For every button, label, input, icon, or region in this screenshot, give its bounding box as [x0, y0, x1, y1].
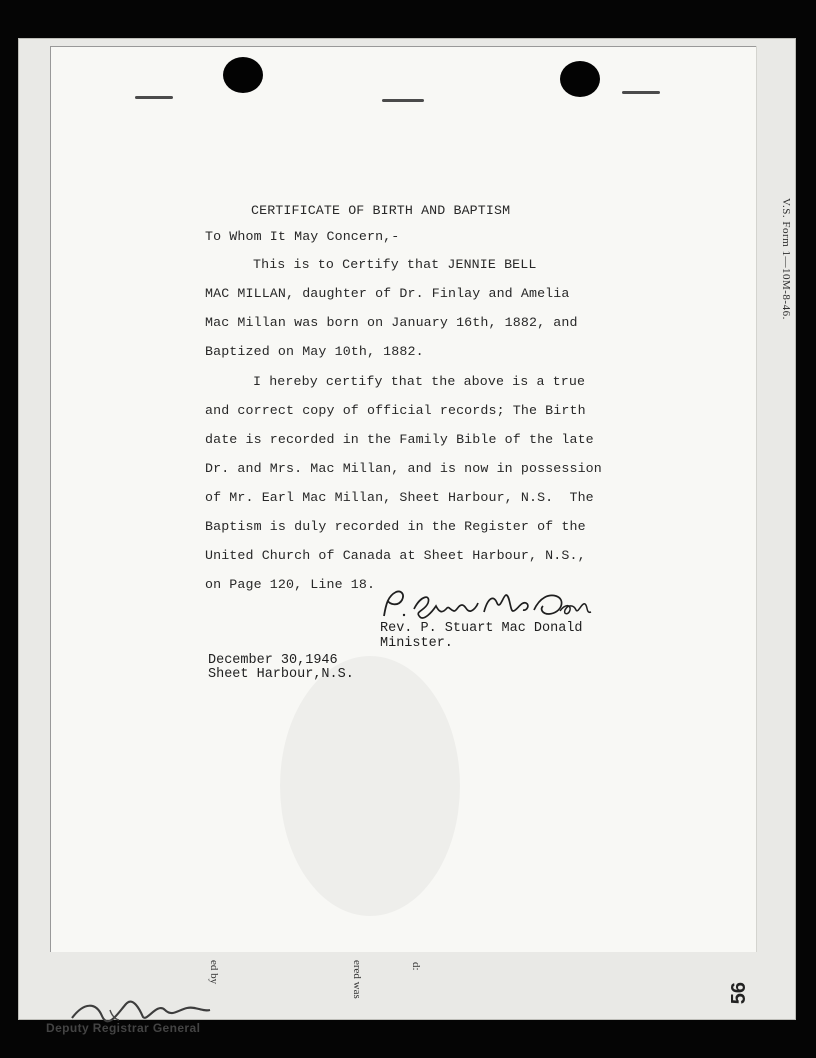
left-staple-mark	[135, 96, 173, 99]
form-fragment-3: d:	[410, 962, 422, 971]
paragraph-1-line-2: MAC MILLAN, daughter of Dr. Finlay and Amelia	[205, 286, 570, 301]
paragraph-2-line-7: United Church of Canada at Sheet Harbour, N.S.,	[205, 548, 586, 563]
paragraph-2-line-2: and correct copy of official records; The Birth	[205, 403, 586, 418]
form-fragment-1: ed by	[208, 960, 220, 985]
paragraph-2-line-4: Dr. and Mrs. Mac Millan, and is now in possession	[205, 461, 602, 476]
paragraph-2-line-5: of Mr. Earl Mac Millan, Sheet Harbour, N.S. The	[205, 490, 594, 505]
paragraph-1-line-3: Mac Millan was born on January 16th, 1882, and	[205, 315, 578, 330]
certificate-sheet	[50, 46, 757, 952]
minister-title: Minister.	[380, 636, 453, 651]
paragraph-2-line-8: on Page 120, Line 18.	[205, 577, 376, 592]
paragraph-2-line-3: date is recorded in the Family Bible of the late	[205, 432, 594, 447]
paragraph-2-line-1: I hereby certify that the above is a true	[253, 374, 586, 389]
paragraph-1-line-4: Baptized on May 10th, 1882.	[205, 344, 424, 359]
salutation: To Whom It May Concern,-	[205, 229, 400, 244]
certificate-place: Sheet Harbour,N.S.	[208, 667, 354, 682]
certificate-title: CERTIFICATE OF BIRTH AND BAPTISM	[251, 203, 511, 218]
paragraph-1-line-1: This is to Certify that JENNIE BELL	[253, 257, 537, 272]
paragraph-2-line-6: Baptism is duly recorded in the Register of the	[205, 519, 586, 534]
form-fragment-2: ered was	[351, 960, 363, 999]
minister-name: Rev. P. Stuart Mac Donald	[380, 621, 583, 636]
right-punch-hole	[560, 61, 600, 97]
left-punch-hole	[223, 57, 263, 93]
page-number: 56	[728, 982, 750, 1005]
center-staple-mark	[382, 99, 424, 102]
right-staple-mark	[622, 91, 660, 94]
paper-stain	[280, 656, 460, 916]
deputy-registrar-label: Deputy Registrar General	[46, 1021, 201, 1035]
minister-signature	[378, 586, 596, 626]
certificate-date: December 30,1946	[208, 653, 338, 668]
form-code: V.S. Form 1—10M-8-46.	[780, 198, 792, 320]
